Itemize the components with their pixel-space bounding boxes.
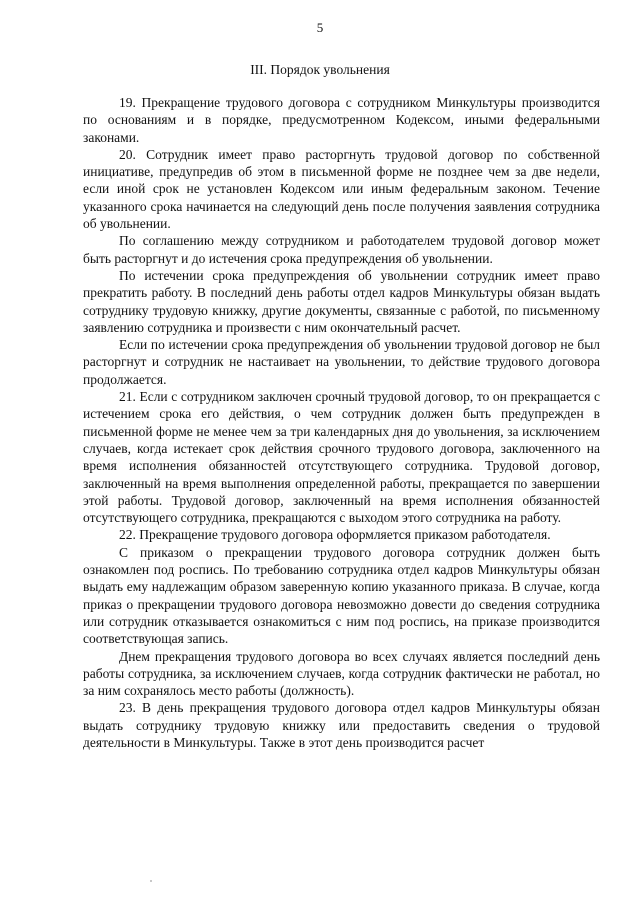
paragraph-19: 19. Прекращение трудового договора с сотрудником Минкультуры производится по основаниям и в порядке, предусмотренном Кодексом, иными федеральными законами.	[83, 95, 600, 145]
paragraph-22-termination-day: Днем прекращения трудового договора во всех случаях является последний день работы сотрудника, за исключением случаев, когда сотрудник фактически не работал, но за ним сохранялось место работы (должность).	[83, 648, 600, 699]
paragraph-21: 21. Если с сотрудником заключен срочный трудовой договор, то он прекращается с истечением срока его действия, о чем сотрудник должен быть предупрежден в письменной форме не менее чем за три календарных дня до увольнения, за исключением случаев, когда истекает срок действия срочного трудового договора, заключенного на время исполнения обязанностей отсутствующего сотрудника. Трудовой договор, заключенный на время выполнения определенной работы, прекращается по завершении этой работы. Трудовой договор, заключенный на время исполнения обязанностей отсутствующего сотрудника, прекращаются с выходом этого сотрудника на работу.	[83, 389, 600, 526]
paragraph-20-final-day: По истечении срока предупреждения об увольнении сотрудник имеет право прекратить работу. В последний день работы отдел кадров Минкультуры обязан выдать сотруднику трудовую книжку, другие документы, связанные с работой, по письменному заявлению сотрудника и произвести с ним окончательный расчет.	[83, 267, 600, 335]
body-text	[83, 94, 600, 751]
paragraph-20-continuation: Если по истечении срока предупреждения об увольнении трудовой договор не был расторгнут и сотрудник не настаивает на увольнении, то действие трудового договора продолжается.	[83, 337, 600, 387]
paragraph-20-agreement: По соглашению между сотрудником и работодателем трудовой договор может быть расторгнут и до истечения срока предупреждения об увольнении.	[83, 233, 600, 266]
page-number: 5	[316, 20, 324, 35]
paragraph-22: 22. Прекращение трудового договора оформляется приказом работодателя.	[119, 527, 551, 543]
scan-artifact-dot	[150, 880, 152, 882]
paragraph-23: 23. В день прекращения трудового договора отдел кадров Минкультуры обязан выдать сотруднику трудовую книжку или предоставить сведения о трудовой деятельности в Минкультуры. Также в этот день производится расчет	[83, 700, 600, 750]
section-heading: III. Порядок увольнения	[250, 62, 390, 77]
paragraph-20: 20. Сотрудник имеет право расторгнуть трудовой договор по собственной инициативе, предупредив об этом в письменной форме не позднее чем за две недели, если иной срок не установлен Кодексом или иным федеральным законом. Течение указанного срока начинается на следующий день после получения заявления сотрудника об увольнении.	[83, 146, 600, 232]
paragraph-22-order: С приказом о прекращении трудового договора сотрудник должен быть ознакомлен под роспись. По требованию сотрудника отдел кадров Минкультуры обязан выдать ему надлежащим образом заверенную копию указанного приказа. В случае, когда приказ о прекращении трудового договора невозможно довести до сведения сотрудника или сотрудник отказывается ознакомиться с ним под роспись, на приказе производится соответствующая запись.	[83, 544, 600, 647]
